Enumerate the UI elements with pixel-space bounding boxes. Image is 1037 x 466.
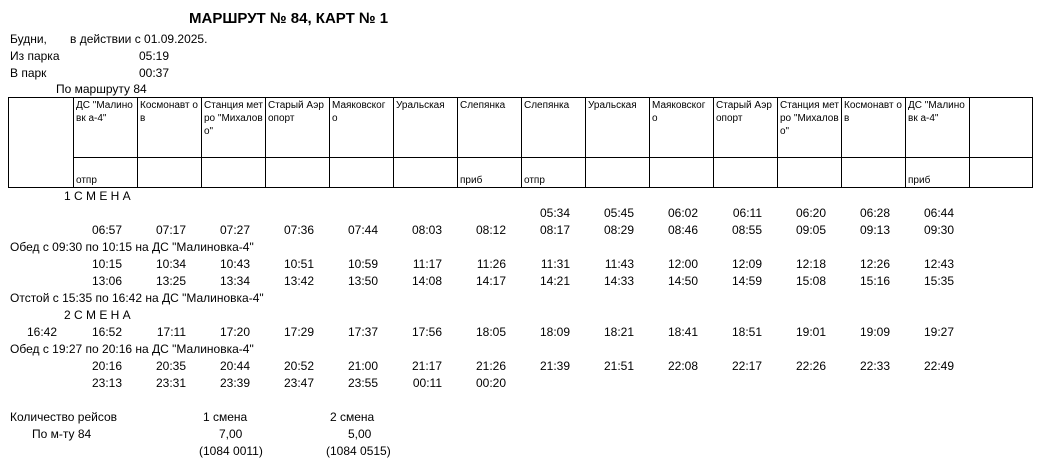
day-type: Будни, (10, 32, 47, 46)
timetable-cell: 07:36 (283, 223, 314, 237)
depot-in-label: В парк (10, 66, 47, 80)
header-column-divider (905, 98, 906, 187)
summary-shift-2-header: 2 смена (330, 410, 375, 424)
header-column-divider (777, 98, 778, 187)
stop-name: Маяковског о (332, 100, 386, 124)
stop-name: Космонавт ов (140, 100, 198, 124)
timetable-cell: 10:51 (283, 257, 314, 271)
timetable-cell: 12:00 (667, 257, 698, 271)
depot-in-time: 00:37 (139, 66, 170, 80)
header-divider (73, 157, 1032, 158)
header-column-divider (393, 98, 394, 187)
timetable-cell: 11:31 (540, 257, 570, 271)
route-label: По маршруту 84 (56, 82, 147, 96)
timetable-cell: 12:09 (731, 257, 762, 271)
shift-2-label: 2 С М Е Н А (64, 308, 131, 322)
timetable-cell: 20:52 (283, 359, 314, 373)
timetable-cell: 22:17 (731, 359, 762, 373)
timetable-cell: 21:17 (411, 359, 442, 373)
timetable-cell: 13:25 (155, 274, 186, 288)
timetable-cell: 10:43 (219, 257, 250, 271)
timetable-cell: 06:57 (91, 223, 122, 237)
timetable-cell: 06:20 (795, 206, 826, 220)
timetable-cell: 07:44 (347, 223, 378, 237)
timetable-cell: 21:39 (539, 359, 570, 373)
header-column-divider (265, 98, 266, 187)
timetable-cell: 10:15 (91, 257, 122, 271)
header-column-divider (73, 98, 74, 187)
header-column-divider (713, 98, 714, 187)
timetable-cell: 17:29 (283, 325, 314, 339)
timetable-cell: 23:39 (219, 376, 250, 390)
stop-name: Слепянка (460, 100, 506, 111)
timetable-cell: 07:17 (155, 223, 186, 237)
timetable-cell: 23:31 (155, 376, 186, 390)
timetable-cell: 23:55 (347, 376, 378, 390)
timetable-cell: 13:06 (91, 274, 122, 288)
trips-count-label: Количество рейсов (10, 410, 118, 424)
timetable-cell: 12:26 (859, 257, 890, 271)
header-column-divider (201, 98, 202, 187)
shift-2-start-time: 16:42 (26, 325, 57, 339)
stop-name: Старый Аэропорт (716, 100, 772, 124)
header-column-divider (457, 98, 458, 187)
timetable-cell: 17:37 (347, 325, 378, 339)
timetable-cell: 13:42 (283, 274, 314, 288)
depot-out-label: Из парка (10, 49, 60, 63)
timetable-cell: 09:05 (795, 223, 826, 237)
timetable-cell: 22:33 (859, 359, 890, 373)
timetable-cell: 14:50 (667, 274, 698, 288)
timetable-cell: 17:56 (411, 325, 442, 339)
timetable-cell: 05:34 (539, 206, 570, 220)
page-title: МАРШРУТ № 84, КАРТ № 1 (189, 10, 389, 27)
header-column-divider (969, 98, 970, 187)
timetable-cell: 17:11 (156, 325, 186, 339)
stop-direction-note: отпр (76, 175, 97, 186)
header-column-divider (329, 98, 330, 187)
lunch-break-1: Обед с 09:30 по 10:15 на ДС "Малиновка-4" (10, 240, 254, 254)
lunch-break-2: Обед с 19:27 по 20:16 на ДС "Малиновка-4" (10, 342, 254, 356)
timetable-cell: 21:51 (603, 359, 634, 373)
timetable-cell: 14:08 (411, 274, 442, 288)
timetable-cell: 08:03 (411, 223, 442, 237)
timetable-cell: 15:08 (795, 274, 826, 288)
timetable-cell: 09:13 (859, 223, 890, 237)
timetable-cell: 20:16 (91, 359, 122, 373)
stop-name: Маяковског о (652, 100, 706, 124)
timetable-cell: 08:29 (603, 223, 634, 237)
summary-shift-2-count: 5,00 (348, 427, 372, 441)
timetable-cell: 05:45 (603, 206, 634, 220)
timetable-cell: 19:09 (859, 325, 890, 339)
stop-name: Уральская (588, 100, 637, 111)
timetable-cell: 11:43 (604, 257, 634, 271)
timetable-cell: 14:17 (475, 274, 506, 288)
timetable-cell: 16:52 (91, 325, 122, 339)
valid-from: в действии с 01.09.2025. (70, 32, 208, 46)
header-column-divider (841, 98, 842, 187)
summary-shift-2-code: (1084 0515) (326, 444, 391, 458)
stop-name: Космонавт ов (844, 100, 902, 124)
timetable-cell: 14:21 (539, 274, 570, 288)
timetable-cell: 22:08 (667, 359, 698, 373)
timetable-cell: 23:13 (91, 376, 122, 390)
header-column-divider (521, 98, 522, 187)
timetable-cell: 13:50 (347, 274, 378, 288)
stop-name: Уральская (396, 100, 445, 111)
summary-shift-1-count: 7,00 (219, 427, 243, 441)
stop-name: ДС "Малиновк а-4" (76, 100, 133, 124)
stop-direction-note: приб (460, 175, 483, 186)
timetable-cell: 14:59 (731, 274, 762, 288)
stop-direction-note: отпр (524, 175, 545, 186)
timetable-cell: 07:27 (219, 223, 250, 237)
timetable-cell: 06:44 (923, 206, 954, 220)
timetable-cell: 21:00 (347, 359, 378, 373)
timetable-cell: 18:09 (539, 325, 570, 339)
timetable-cell: 23:47 (283, 376, 314, 390)
summary-route-label: По м-ту 84 (32, 427, 92, 441)
timetable-cell: 10:59 (347, 257, 378, 271)
timetable-cell: 08:46 (667, 223, 698, 237)
timetable-cell: 08:17 (539, 223, 570, 237)
timetable-cell: 09:30 (923, 223, 954, 237)
layover-note: Отстой с 15:35 по 16:42 на ДС "Малиновка-4" (10, 291, 264, 305)
stops-header-table (8, 97, 1033, 188)
timetable-cell: 18:41 (667, 325, 698, 339)
timetable-cell: 06:02 (667, 206, 698, 220)
timetable-cell: 22:49 (923, 359, 954, 373)
shift-1-label: 1 С М Е Н А (64, 189, 131, 203)
timetable-cell: 15:16 (859, 274, 890, 288)
stop-direction-note: приб (908, 175, 931, 186)
stop-name: Станция метро "Михалово" (204, 100, 263, 137)
timetable-cell: 15:35 (923, 274, 954, 288)
stop-name: ДС "Малиновк а-4" (908, 100, 965, 124)
summary-shift-1-header: 1 смена (203, 410, 248, 424)
timetable-cell: 20:35 (155, 359, 186, 373)
timetable-cell: 08:12 (475, 223, 506, 237)
timetable-cell: 14:33 (603, 274, 634, 288)
depot-out-time: 05:19 (139, 49, 170, 63)
timetable-cell: 10:34 (155, 257, 186, 271)
timetable-cell: 21:26 (475, 359, 506, 373)
timetable-cell: 11:17 (412, 257, 442, 271)
stop-name: Слепянка (524, 100, 570, 111)
timetable-cell: 22:26 (795, 359, 826, 373)
timetable-cell: 18:51 (731, 325, 762, 339)
timetable-cell: 19:01 (795, 325, 826, 339)
summary-shift-1-code: (1084 0011) (199, 444, 263, 458)
timetable-cell: 17:20 (219, 325, 250, 339)
timetable-cell: 12:18 (795, 257, 826, 271)
timetable-cell: 12:43 (923, 257, 954, 271)
timetable-cell: 20:44 (219, 359, 250, 373)
timetable-cell: 13:34 (219, 274, 250, 288)
header-column-divider (585, 98, 586, 187)
stop-name: Старый Аэропорт (268, 100, 324, 124)
timetable-cell: 18:21 (603, 325, 634, 339)
header-column-divider (137, 98, 138, 187)
stop-name: Станция метро "Михалово" (780, 100, 839, 137)
timetable-cell: 06:28 (859, 206, 890, 220)
timetable-cell: 19:27 (923, 325, 954, 339)
timetable-cell: 06:11 (732, 206, 762, 220)
timetable-cell: 00:20 (475, 376, 506, 390)
timetable-cell: 18:05 (475, 325, 506, 339)
timetable-cell: 08:55 (731, 223, 762, 237)
timetable-cell: 11:26 (476, 257, 506, 271)
header-column-divider (649, 98, 650, 187)
timetable-cell: 00:11 (412, 376, 442, 390)
